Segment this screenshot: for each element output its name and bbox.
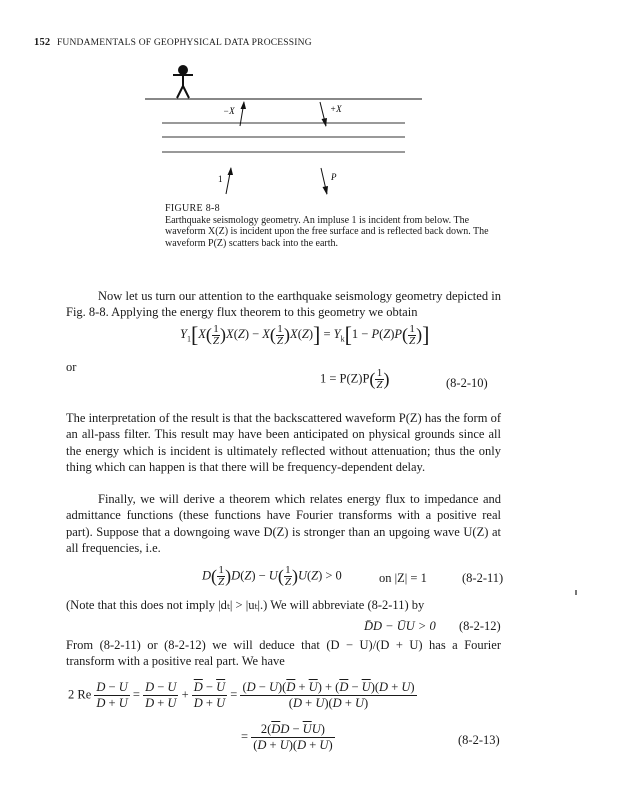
upgoing-wave-arrow xyxy=(240,101,246,126)
paragraph-4: (Note that this does not imply |dₜ| > |uₜ|.) We will abbreviate (8-2-11) by xyxy=(66,598,425,612)
eq-11-condition: on |Z| = 1 xyxy=(379,571,427,585)
energy-flux-equation: $Y_1[X$( $\frac{1}{Z}$ )X(Z) − X( $\frac{1}{Z}$ )$X(Z)] = Y_k[1 - P(Z)P$( $\frac{1}{Z}$ )] xyxy=(180,322,430,347)
page-number: 152 xyxy=(34,37,51,48)
person-figure xyxy=(173,66,193,98)
label-incident: 1 xyxy=(218,174,223,184)
scattered-wave-arrow xyxy=(321,168,328,195)
equation-8-2-10: 1 = P(Z)P( $\frac{1}{Z}$ ) xyxy=(320,367,390,391)
figure-label: FIGURE 8-8 xyxy=(165,203,220,214)
page-header xyxy=(34,37,312,48)
paragraph-1: Now let us turn our attention to the earthquake seismology geometry depicted in Fig. 8-8. Applying the energy flux theorem to this geometry we obtain xyxy=(66,289,501,320)
paragraph-5: From (8-2-11) or (8-2-12) we will deduce that (D − U)/(D + U) has a Fourier transform with a positive real part. We have xyxy=(66,638,501,669)
equation-8-2-13-line-2: = $\frac{2(\overline{D}D - \overline{U}U)}{(D + U)(\overline{D} + \overline{U})}$ xyxy=(241,722,333,752)
incident-impulse-arrow xyxy=(226,167,233,194)
equation-8-2-13-line-1: 2 Re $\frac{D - U}{D + U}$ = $\frac{D - U}{D + U}$ + $\frac{\overline{D} - \overline{U}}{\overline{D} + \overline{U}}$ = $\frac{(D - U)(\overline{D} + \overline{U}) + (\overline{D} - \overline{U})(D + U)}{(D + U)(\overline{D} + \overline{U})}$ xyxy=(68,680,415,710)
figure-8-8-diagram xyxy=(140,58,440,198)
equation-8-2-11: D( $\frac{1}{Z}$ )D(Z) − U( $\frac{1}{Z}$ )U(Z) > 0 xyxy=(202,564,342,588)
running-title: FUNDAMENTALS OF GEOPHYSICAL DATA PROCESSING xyxy=(56,38,312,48)
eq-10-lhs: 1 = P(Z)P xyxy=(320,371,370,386)
margin-mark xyxy=(575,590,577,595)
label-minus-x: −X xyxy=(223,106,235,116)
paragraph-3: Finally, we will derive a theorem which relates energy flux to impedance and admittance functions (these functions have Fourier transforms with a positive real part). Suppose that a downgoing wave D(Z) is stronger than an upgoing wave U(Z) at all frequencies, i.e. xyxy=(66,492,501,556)
eq-number-8-2-10: (8-2-10) xyxy=(446,376,488,390)
equation-8-2-12 xyxy=(364,619,436,634)
eq-number-8-2-13: (8-2-13) xyxy=(458,733,500,747)
eq-number-8-2-11: (8-2-11) xyxy=(462,571,504,585)
eq-number-8-2-12: (8-2-12) xyxy=(459,619,501,633)
figure-caption-text: Earthquake seismology geometry. An impluse 1 is incident from below. The waveform X(Z) is incident upon the free surface and is reflected back down. The waveform P(Z) scatters back into the earth. xyxy=(165,214,489,249)
eq-12-expression: D̄D − ŪU > 0 xyxy=(364,619,436,633)
label-scattered: P xyxy=(331,172,337,182)
or-text: or xyxy=(66,360,77,374)
label-plus-x: +X xyxy=(330,104,342,114)
figure-caption xyxy=(165,203,505,249)
paragraph-2: The interpretation of the result is that the backscattered waveform P(Z) has the form of an all-pass filter. This result may have been anticipated on physical grounds since all the energy which is incident is ultimately reflected without attenuation; thus the only thing which can happen is that there will be frequency-dependent delay. xyxy=(66,411,501,475)
